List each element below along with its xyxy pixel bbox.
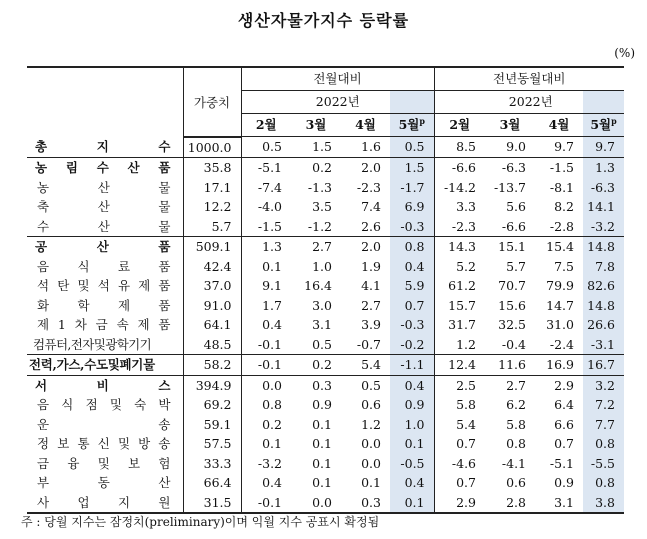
header-month-label: 5월: [398, 117, 420, 132]
mom-cell: 0.7: [390, 296, 434, 316]
yoy-cell: 14.1: [583, 197, 624, 217]
mom-cell: 0.3: [341, 493, 390, 514]
mom-cell: 2.7: [361, 297, 381, 313]
mom-cell: 0.1: [390, 493, 434, 514]
yoy-cell: -6.3: [485, 158, 535, 178]
mom-cell: -0.1: [241, 493, 291, 514]
yoy-cell: -5.1: [549, 455, 574, 471]
row-label: 컴퓨터,전자및광학기기: [33, 336, 152, 352]
mom-cell: -2.3: [356, 179, 381, 195]
yoy-cell: -2.4: [549, 336, 574, 352]
mom-cell: 0.3: [291, 375, 341, 395]
mom-cell: -0.7: [356, 336, 381, 352]
header-month-yoy-1: [485, 114, 535, 137]
mom-cell: 0.2: [291, 158, 341, 178]
weight-cell: 35.8: [183, 158, 241, 178]
yoy-cell: 8.2: [554, 199, 574, 214]
mom-cell: 2.7: [291, 237, 341, 257]
mom-cell: 9.1: [241, 276, 291, 296]
yoy-cell: 0.6: [506, 475, 526, 490]
yoy-cell: 0.7: [434, 434, 485, 454]
yoy-cell: -2.3: [434, 217, 485, 237]
mom-cell: 0.4: [390, 375, 434, 395]
yoy-cell: 3.3: [434, 197, 485, 217]
row-label: 서 비 스: [27, 375, 183, 395]
mom-cell: 0.5: [390, 137, 434, 158]
yoy-cell: 12.4: [434, 355, 485, 376]
header-year-mom: 2022년: [241, 91, 390, 114]
yoy-cell: -6.6: [501, 218, 526, 234]
yoy-cell: -5.5: [583, 454, 624, 474]
yoy-cell: 2.7: [485, 375, 535, 395]
header-month-label: 3월: [499, 117, 521, 132]
weight-cell: 509.1: [183, 237, 241, 257]
mom-cell: 3.5: [312, 199, 332, 214]
table-row: [27, 335, 624, 355]
mom-cell: 1.6: [361, 139, 381, 155]
row-label: 제 1 차 금 속 제 품: [37, 317, 171, 332]
row-label: 농 림 수 산 품: [27, 158, 183, 178]
mom-cell: -0.5: [390, 454, 434, 474]
mom-cell: 0.0: [291, 493, 341, 514]
weight-cell: 1000.0: [183, 137, 241, 158]
mom-cell: -1.7: [390, 178, 434, 198]
mom-cell: 0.2: [241, 415, 291, 435]
header-month-mom-0: [241, 114, 291, 137]
yoy-cell: 5.6: [506, 199, 526, 214]
yoy-cell: 15.4: [535, 237, 583, 257]
yoy-cell: 8.5: [434, 137, 485, 158]
yoy-cell: 9.7: [554, 139, 574, 155]
mom-cell: 1.5: [390, 158, 434, 178]
yoy-cell: -3.2: [583, 217, 624, 237]
table-row: [27, 493, 624, 514]
row-label: 사 업 지 원: [27, 493, 183, 514]
yoy-cell: 2.8: [485, 493, 535, 514]
header-month-label: 2월: [449, 117, 471, 132]
header-yoy: 전년동월대비: [434, 67, 624, 91]
mom-cell: -5.1: [241, 158, 291, 178]
yoy-cell: 15.1: [485, 237, 535, 257]
yoy-cell: 0.7: [554, 436, 574, 451]
table-row: [27, 454, 624, 474]
mom-cell: 1.3: [241, 237, 291, 257]
mom-cell: 0.1: [390, 434, 434, 454]
yoy-cell: 9.7: [583, 137, 624, 158]
row-label: 부 동 산: [37, 475, 171, 490]
mom-cell: 1.0: [312, 258, 332, 274]
header-year-yoy-hl: [583, 91, 624, 114]
yoy-cell: 31.7: [434, 315, 485, 335]
mom-cell: 6.9: [390, 197, 434, 217]
yoy-cell: 0.8: [583, 473, 624, 493]
mom-cell: -0.1: [241, 355, 291, 376]
table-row: [27, 257, 624, 277]
row-label: 음 식 점 및 숙 박: [37, 397, 171, 412]
weight-cell: 91.0: [183, 296, 241, 316]
mom-cell: 3.1: [312, 317, 332, 332]
footnote: 주 : 당월 지수는 잠정치(preliminary)이며 익월 지수 공표시 확정됨: [21, 515, 380, 529]
weight-cell: 57.5: [183, 434, 241, 454]
mom-cell: 5.4: [341, 355, 390, 376]
unit-label: (%): [614, 46, 635, 60]
yoy-cell: 2.9: [535, 375, 583, 395]
table-row: [27, 375, 624, 395]
mom-cell: -3.2: [241, 454, 291, 474]
header-month-label: 5월: [590, 117, 612, 132]
mom-cell: 0.1: [241, 434, 291, 454]
row-label: 석 탄 및 석 유 제 품: [37, 278, 171, 293]
mom-cell: 0.1: [312, 416, 332, 432]
prelim-mark: p: [611, 116, 617, 126]
mom-cell: 0.8: [241, 395, 291, 415]
mom-cell: 0.9: [390, 395, 434, 415]
yoy-cell: -14.2: [434, 178, 485, 198]
weight-cell: 33.3: [183, 454, 241, 474]
mom-cell: 0.6: [361, 397, 381, 412]
mom-cell: 16.4: [304, 278, 332, 293]
yoy-cell: -6.6: [434, 158, 485, 178]
mom-cell: 0.5: [241, 137, 291, 158]
header-month-yoy-3: [583, 114, 624, 137]
yoy-cell: 82.6: [583, 276, 624, 296]
yoy-cell: 32.5: [498, 317, 526, 332]
yoy-cell: 6.4: [554, 397, 574, 412]
yoy-cell: 9.0: [506, 139, 526, 155]
ppi-table: [27, 66, 624, 514]
row-label: 음 식 료 품: [37, 258, 171, 274]
yoy-cell: -6.3: [583, 178, 624, 198]
weight-cell: 31.5: [183, 493, 241, 514]
yoy-cell: 5.7: [506, 258, 526, 274]
yoy-cell: 5.8: [434, 395, 485, 415]
yoy-cell: 7.8: [583, 257, 624, 277]
header-month-label: 3월: [305, 117, 327, 132]
header-weight-blank: [183, 114, 241, 137]
yoy-cell: 0.9: [554, 475, 574, 490]
weight-cell: 394.9: [183, 375, 241, 395]
yoy-cell: 5.4: [434, 415, 485, 435]
header-month-label: 2월: [255, 117, 277, 132]
table-row: [27, 434, 624, 454]
weight-cell: 66.4: [183, 473, 241, 493]
weight-cell: 12.2: [183, 197, 241, 217]
mom-cell: 0.1: [312, 475, 332, 490]
header-month-label: 4월: [548, 117, 570, 132]
mom-cell: -1.5: [241, 217, 291, 237]
table-row: [27, 178, 624, 198]
yoy-cell: -4.1: [501, 455, 526, 471]
header-month-mom-2: [341, 114, 390, 137]
mom-cell: 0.0: [361, 436, 381, 451]
mom-cell: -0.3: [390, 217, 434, 237]
yoy-cell: 1.2: [434, 335, 485, 355]
mom-cell: 1.5: [312, 139, 332, 155]
row-label: 화 학 제 품: [37, 297, 171, 313]
mom-cell: 0.0: [361, 455, 381, 471]
table-row: [27, 415, 624, 435]
mom-cell: 0.4: [390, 473, 434, 493]
mom-cell: 0.0: [241, 375, 291, 395]
yoy-cell: 7.7: [583, 415, 624, 435]
mom-cell: -0.3: [390, 315, 434, 335]
yoy-cell: -0.4: [501, 336, 526, 352]
weight-cell: 58.2: [183, 355, 241, 376]
mom-cell: 1.9: [361, 258, 381, 274]
header-month-mom-3: [390, 114, 434, 137]
yoy-cell: 16.9: [535, 355, 583, 376]
yoy-cell: 2.5: [434, 375, 485, 395]
weight-cell: 37.0: [183, 276, 241, 296]
header-category: [27, 67, 183, 137]
weight-cell: 59.1: [183, 415, 241, 435]
weight-cell: 5.7: [183, 217, 241, 237]
yoy-cell: 26.6: [583, 315, 624, 335]
mom-cell: 1.0: [390, 415, 434, 435]
header-year-mom-hl: [390, 91, 434, 114]
yoy-cell: 0.7: [434, 473, 485, 493]
mom-cell: 2.0: [341, 237, 390, 257]
mom-cell: -1.1: [390, 355, 434, 376]
mom-cell: 0.5: [341, 375, 390, 395]
mom-cell: 1.7: [241, 296, 291, 316]
yoy-cell: 15.6: [498, 297, 526, 313]
yoy-cell: 5.8: [506, 416, 526, 432]
yoy-cell: 15.7: [434, 296, 485, 316]
mom-cell: -4.0: [241, 197, 291, 217]
weight-cell: 17.1: [183, 178, 241, 198]
yoy-cell: 2.9: [434, 493, 485, 514]
header-mom: 전월대비: [241, 67, 434, 91]
yoy-cell: 70.7: [498, 278, 526, 293]
table-row: [27, 137, 624, 158]
mom-cell: 5.9: [390, 276, 434, 296]
mom-cell: -0.1: [241, 335, 291, 355]
yoy-cell: 0.8: [583, 434, 624, 454]
yoy-cell: -13.7: [493, 179, 526, 195]
mom-cell: 7.4: [361, 199, 381, 214]
weight-cell: 64.1: [183, 315, 241, 335]
yoy-cell: 3.8: [583, 493, 624, 514]
mom-cell: -1.3: [307, 179, 332, 195]
yoy-cell: 1.3: [583, 158, 624, 178]
mom-cell: -0.2: [390, 335, 434, 355]
yoy-cell: 31.0: [546, 317, 574, 332]
table-row: [27, 276, 624, 296]
mom-cell: 0.8: [390, 237, 434, 257]
row-label: 금 융 및 보 험: [37, 455, 171, 471]
table-row: [27, 237, 624, 257]
mom-cell: 0.9: [312, 397, 332, 412]
mom-cell: 1.2: [361, 416, 381, 432]
mom-cell: -7.4: [241, 178, 291, 198]
header-weight: 가중치: [183, 67, 241, 114]
table-row: [27, 473, 624, 493]
yoy-cell: 79.9: [546, 278, 574, 293]
row-label: 농 산 물: [37, 179, 171, 195]
yoy-cell: -8.1: [549, 179, 574, 195]
row-label: 전력,가스,수도및폐기물: [27, 355, 183, 376]
yoy-cell: 14.3: [434, 237, 485, 257]
mom-cell: 0.5: [312, 336, 332, 352]
row-label: 수 산 물: [37, 218, 171, 234]
mom-cell: 2.6: [361, 218, 381, 234]
mom-cell: 0.4: [390, 257, 434, 277]
table-row: [27, 217, 624, 237]
mom-cell: 4.1: [361, 278, 381, 293]
row-label: 운 송: [37, 416, 171, 432]
yoy-cell: 3.2: [583, 375, 624, 395]
yoy-cell: 11.6: [485, 355, 535, 376]
header-month-label: 4월: [355, 117, 376, 132]
row-label: 정 보 통 신 및 방 송: [37, 436, 171, 451]
header-year-yoy: 2022년: [434, 91, 583, 114]
table-row: [27, 296, 624, 316]
table-row: [27, 315, 624, 335]
mom-cell: -1.2: [307, 218, 332, 234]
mom-cell: 2.0: [341, 158, 390, 178]
mom-cell: 3.0: [312, 297, 332, 313]
mom-cell: 0.4: [241, 315, 291, 335]
header-month-yoy-0: [434, 114, 485, 137]
yoy-cell: 14.8: [583, 296, 624, 316]
mom-cell: 0.1: [312, 436, 332, 451]
mom-cell: 0.4: [241, 473, 291, 493]
weight-cell: 48.5: [183, 335, 241, 355]
yoy-cell: -2.8: [549, 218, 574, 234]
table-title: 생산자물가지수 등락률: [237, 11, 410, 30]
yoy-cell: 14.7: [546, 297, 574, 313]
row-label: 총 지 수: [35, 139, 171, 154]
header-month-mom-1: [291, 114, 341, 137]
yoy-cell: -3.1: [583, 335, 624, 355]
yoy-cell: 7.2: [583, 395, 624, 415]
mom-cell: 0.1: [361, 475, 381, 490]
yoy-cell: 14.8: [583, 237, 624, 257]
table-row: [27, 197, 624, 217]
yoy-cell: 7.5: [554, 258, 574, 274]
mom-cell: 0.2: [291, 355, 341, 376]
prelim-mark: p: [419, 116, 425, 126]
row-label: 축 산 물: [37, 199, 171, 214]
header-month-yoy-2: [535, 114, 583, 137]
yoy-cell: 6.2: [506, 397, 526, 412]
table-row: [27, 158, 624, 178]
yoy-cell: 6.6: [554, 416, 574, 432]
row-label: 공 산 품: [27, 237, 183, 257]
yoy-cell: 0.8: [506, 436, 526, 451]
mom-cell: 0.1: [312, 455, 332, 471]
yoy-cell: 5.2: [434, 257, 485, 277]
mom-cell: 0.1: [241, 257, 291, 277]
table-row: [27, 395, 624, 415]
table-row: [27, 355, 624, 376]
weight-cell: 42.4: [183, 257, 241, 277]
yoy-cell: 3.1: [535, 493, 583, 514]
mom-cell: 3.9: [361, 317, 381, 332]
weight-cell: 69.2: [183, 395, 241, 415]
yoy-cell: 61.2: [434, 276, 485, 296]
yoy-cell: -1.5: [535, 158, 583, 178]
yoy-cell: -4.6: [434, 454, 485, 474]
yoy-cell: 16.7: [583, 355, 624, 376]
